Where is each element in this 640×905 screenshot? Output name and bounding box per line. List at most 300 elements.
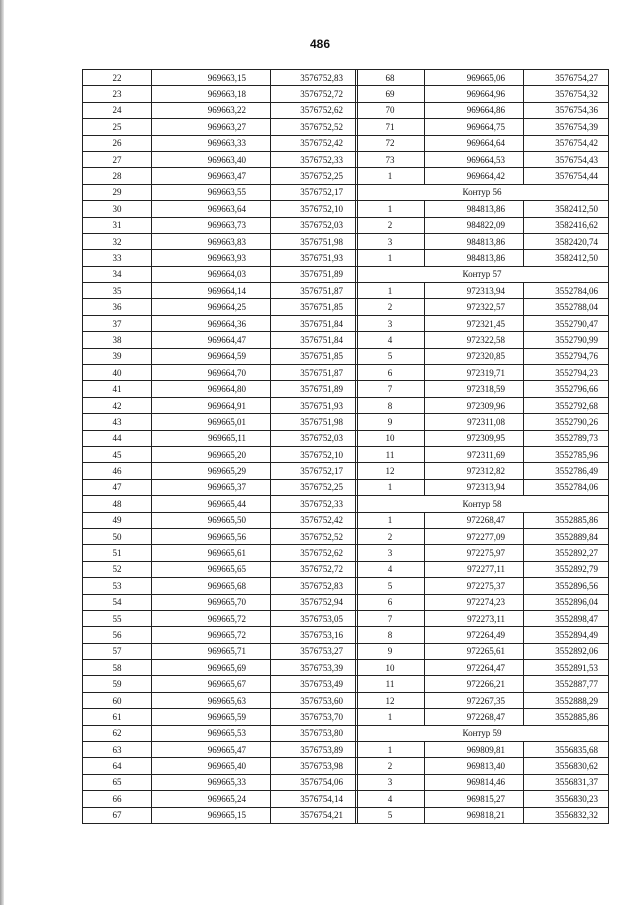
y-coordinate-cell: 3576754,44 <box>524 168 609 184</box>
table-row <box>83 545 358 561</box>
coordinates-table-left <box>82 69 358 824</box>
table-row <box>356 594 609 610</box>
point-number-cell: 12 <box>356 692 425 708</box>
x-coordinate-cell: 969665,72 <box>152 627 271 643</box>
y-coordinate-cell: 3582412,50 <box>524 250 609 266</box>
y-coordinate-cell: 3582416,62 <box>524 217 609 233</box>
x-coordinate-cell: 969663,93 <box>152 250 271 266</box>
point-number-cell: 70 <box>356 102 425 118</box>
point-number-cell: 65 <box>83 774 152 790</box>
y-coordinate-cell: 3552885,86 <box>524 512 609 528</box>
y-coordinate-cell: 3576752,33 <box>271 496 358 512</box>
y-coordinate-cell: 3576754,06 <box>271 774 358 790</box>
x-coordinate-cell: 969815,27 <box>425 791 524 807</box>
y-coordinate-cell: 3576752,03 <box>271 217 358 233</box>
x-coordinate-cell: 969665,01 <box>152 414 271 430</box>
point-number-cell: 12 <box>356 463 425 479</box>
x-coordinate-cell: 972312,82 <box>425 463 524 479</box>
point-number-cell: 39 <box>83 348 152 364</box>
point-number-cell: 24 <box>83 102 152 118</box>
point-number-cell: 56 <box>83 627 152 643</box>
point-number-cell: 46 <box>83 463 152 479</box>
x-coordinate-cell: 972264,49 <box>425 627 524 643</box>
y-coordinate-cell: 3576752,72 <box>271 561 358 577</box>
x-coordinate-cell: 969813,40 <box>425 758 524 774</box>
y-coordinate-cell: 3582420,74 <box>524 233 609 249</box>
y-coordinate-cell: 3576754,32 <box>524 86 609 102</box>
table-row <box>356 676 609 692</box>
table-row <box>83 610 358 626</box>
table-row <box>356 742 609 758</box>
x-coordinate-cell: 969664,47 <box>152 332 271 348</box>
x-coordinate-cell: 969665,56 <box>152 528 271 544</box>
table-row <box>356 446 609 462</box>
x-coordinate-cell: 972266,21 <box>425 676 524 692</box>
table-row <box>356 561 609 577</box>
table-row <box>83 233 358 249</box>
x-coordinate-cell: 969665,40 <box>152 758 271 774</box>
y-coordinate-cell: 3576753,89 <box>271 742 358 758</box>
point-number-cell: 36 <box>83 299 152 315</box>
table-row <box>356 135 609 151</box>
y-coordinate-cell: 3552784,06 <box>524 479 609 495</box>
y-coordinate-cell: 3552790,99 <box>524 332 609 348</box>
x-coordinate-cell: 972268,47 <box>425 512 524 528</box>
point-number-cell: 51 <box>83 545 152 561</box>
point-number-cell: 48 <box>83 496 152 512</box>
table-row <box>356 119 609 135</box>
y-coordinate-cell: 3576752,52 <box>271 119 358 135</box>
point-number-cell: 47 <box>83 479 152 495</box>
point-number-cell: 11 <box>356 676 425 692</box>
x-coordinate-cell: 969664,14 <box>152 283 271 299</box>
point-number-cell: 1 <box>356 479 425 495</box>
table-row <box>83 397 358 413</box>
point-number-cell: 10 <box>356 430 425 446</box>
table-row <box>83 643 358 659</box>
point-number-cell: 52 <box>83 561 152 577</box>
table-row <box>83 283 358 299</box>
y-coordinate-cell: 3576753,80 <box>271 725 358 741</box>
y-coordinate-cell: 3576753,16 <box>271 627 358 643</box>
x-coordinate-cell: 969665,47 <box>152 742 271 758</box>
y-coordinate-cell: 3576753,05 <box>271 610 358 626</box>
contour-header-label: Контур 58 <box>356 496 609 512</box>
point-number-cell: 3 <box>356 315 425 331</box>
y-coordinate-cell: 3552892,79 <box>524 561 609 577</box>
x-coordinate-cell: 969663,18 <box>152 86 271 102</box>
x-coordinate-cell: 972265,61 <box>425 643 524 659</box>
table-row <box>83 463 358 479</box>
x-coordinate-cell: 969664,75 <box>425 119 524 135</box>
y-coordinate-cell: 3556831,37 <box>524 774 609 790</box>
y-coordinate-cell: 3576753,70 <box>271 709 358 725</box>
table-row <box>356 381 609 397</box>
table-row <box>356 578 609 594</box>
table-row <box>356 348 609 364</box>
y-coordinate-cell: 3576754,14 <box>271 791 358 807</box>
table-row <box>83 758 358 774</box>
y-coordinate-cell: 3552789,73 <box>524 430 609 446</box>
y-coordinate-cell: 3552785,96 <box>524 446 609 462</box>
table-row <box>356 283 609 299</box>
table-row <box>83 381 358 397</box>
y-coordinate-cell: 3552898,47 <box>524 610 609 626</box>
x-coordinate-cell: 984813,86 <box>425 233 524 249</box>
table-row <box>83 217 358 233</box>
point-number-cell: 10 <box>356 660 425 676</box>
y-coordinate-cell: 3552889,84 <box>524 528 609 544</box>
point-number-cell: 57 <box>83 643 152 659</box>
y-coordinate-cell: 3552790,47 <box>524 315 609 331</box>
point-number-cell: 5 <box>356 348 425 364</box>
table-row <box>356 692 609 708</box>
y-coordinate-cell: 3576752,42 <box>271 135 358 151</box>
x-coordinate-cell: 969663,22 <box>152 102 271 118</box>
y-coordinate-cell: 3556835,68 <box>524 742 609 758</box>
table-row <box>356 758 609 774</box>
point-number-cell: 42 <box>83 397 152 413</box>
y-coordinate-cell: 3576753,39 <box>271 660 358 676</box>
x-coordinate-cell: 969663,83 <box>152 233 271 249</box>
point-number-cell: 1 <box>356 512 425 528</box>
contour-header-row <box>356 496 609 512</box>
x-coordinate-cell: 969663,73 <box>152 217 271 233</box>
x-coordinate-cell: 969665,70 <box>152 594 271 610</box>
point-number-cell: 4 <box>356 561 425 577</box>
x-coordinate-cell: 984813,86 <box>425 250 524 266</box>
point-number-cell: 1 <box>356 283 425 299</box>
point-number-cell: 3 <box>356 233 425 249</box>
y-coordinate-cell: 3552885,86 <box>524 709 609 725</box>
point-number-cell: 3 <box>356 545 425 561</box>
x-coordinate-cell: 969665,67 <box>152 676 271 692</box>
x-coordinate-cell: 972275,97 <box>425 545 524 561</box>
x-coordinate-cell: 972264,47 <box>425 660 524 676</box>
table-row <box>83 135 358 151</box>
y-coordinate-cell: 3552794,23 <box>524 365 609 381</box>
point-number-cell: 41 <box>83 381 152 397</box>
point-number-cell: 68 <box>356 70 425 86</box>
y-coordinate-cell: 3552790,26 <box>524 414 609 430</box>
table-row <box>356 201 609 217</box>
table-row <box>356 168 609 184</box>
point-number-cell: 54 <box>83 594 152 610</box>
y-coordinate-cell: 3576754,36 <box>524 102 609 118</box>
y-coordinate-cell: 3576752,42 <box>271 512 358 528</box>
y-coordinate-cell: 3576751,89 <box>271 266 358 282</box>
x-coordinate-cell: 972267,35 <box>425 692 524 708</box>
x-coordinate-cell: 972322,58 <box>425 332 524 348</box>
y-coordinate-cell: 3552892,27 <box>524 545 609 561</box>
x-coordinate-cell: 969664,64 <box>425 135 524 151</box>
point-number-cell: 1 <box>356 168 425 184</box>
x-coordinate-cell: 969664,96 <box>425 86 524 102</box>
table-row <box>356 479 609 495</box>
contour-header-row <box>356 266 609 282</box>
table-row <box>83 201 358 217</box>
point-number-cell: 1 <box>356 742 425 758</box>
table-row <box>356 463 609 479</box>
table-row <box>83 119 358 135</box>
point-number-cell: 6 <box>356 594 425 610</box>
x-coordinate-cell: 969665,15 <box>152 807 271 823</box>
y-coordinate-cell: 3576752,52 <box>271 528 358 544</box>
y-coordinate-cell: 3576753,49 <box>271 676 358 692</box>
x-coordinate-cell: 984822,09 <box>425 217 524 233</box>
point-number-cell: 2 <box>356 758 425 774</box>
x-coordinate-cell: 969665,61 <box>152 545 271 561</box>
point-number-cell: 33 <box>83 250 152 266</box>
table-row <box>83 774 358 790</box>
y-coordinate-cell: 3576752,72 <box>271 86 358 102</box>
point-number-cell: 53 <box>83 578 152 594</box>
y-coordinate-cell: 3552788,04 <box>524 299 609 315</box>
point-number-cell: 45 <box>83 446 152 462</box>
point-number-cell: 63 <box>83 742 152 758</box>
point-number-cell: 8 <box>356 627 425 643</box>
x-coordinate-cell: 972313,94 <box>425 479 524 495</box>
y-coordinate-cell: 3576752,10 <box>271 446 358 462</box>
x-coordinate-cell: 972309,96 <box>425 397 524 413</box>
table-row <box>83 709 358 725</box>
table-row <box>83 660 358 676</box>
table-row <box>356 233 609 249</box>
point-number-cell: 35 <box>83 283 152 299</box>
table-row <box>356 365 609 381</box>
point-number-cell: 69 <box>356 86 425 102</box>
contour-header-label: Контур 59 <box>356 725 609 741</box>
point-number-cell: 30 <box>83 201 152 217</box>
table-row <box>356 512 609 528</box>
point-number-cell: 11 <box>356 446 425 462</box>
y-coordinate-cell: 3552786,49 <box>524 463 609 479</box>
table-row <box>356 414 609 430</box>
point-number-cell: 5 <box>356 578 425 594</box>
x-coordinate-cell: 972309,95 <box>425 430 524 446</box>
x-coordinate-cell: 969665,29 <box>152 463 271 479</box>
table-row <box>83 86 358 102</box>
table-row <box>83 70 358 86</box>
scan-edge-shadow <box>0 0 4 905</box>
point-number-cell: 23 <box>83 86 152 102</box>
point-number-cell: 55 <box>83 610 152 626</box>
y-coordinate-cell: 3576752,94 <box>271 594 358 610</box>
table-row <box>83 676 358 692</box>
y-coordinate-cell: 3552888,29 <box>524 692 609 708</box>
x-coordinate-cell: 969665,59 <box>152 709 271 725</box>
table-row <box>356 528 609 544</box>
point-number-cell: 64 <box>83 758 152 774</box>
table-row <box>356 610 609 626</box>
y-coordinate-cell: 3576751,87 <box>271 365 358 381</box>
table-row <box>83 725 358 741</box>
table-row <box>83 184 358 200</box>
table-row <box>83 791 358 807</box>
point-number-cell: 31 <box>83 217 152 233</box>
x-coordinate-cell: 969665,50 <box>152 512 271 528</box>
x-coordinate-cell: 969665,69 <box>152 660 271 676</box>
table-row <box>356 807 609 823</box>
x-coordinate-cell: 972313,94 <box>425 283 524 299</box>
x-coordinate-cell: 972311,08 <box>425 414 524 430</box>
x-coordinate-cell: 984813,86 <box>425 201 524 217</box>
point-number-cell: 9 <box>356 643 425 659</box>
point-number-cell: 2 <box>356 528 425 544</box>
y-coordinate-cell: 3576752,17 <box>271 184 358 200</box>
x-coordinate-cell: 969665,68 <box>152 578 271 594</box>
table-row <box>83 151 358 167</box>
y-coordinate-cell: 3552894,49 <box>524 627 609 643</box>
point-number-cell: 25 <box>83 119 152 135</box>
point-number-cell: 49 <box>83 512 152 528</box>
table-row <box>356 250 609 266</box>
table-row <box>83 807 358 823</box>
x-coordinate-cell: 969664,03 <box>152 266 271 282</box>
coordinates-table-right-body <box>356 70 609 824</box>
y-coordinate-cell: 3556832,32 <box>524 807 609 823</box>
y-coordinate-cell: 3576752,10 <box>271 201 358 217</box>
x-coordinate-cell: 969665,33 <box>152 774 271 790</box>
x-coordinate-cell: 969664,80 <box>152 381 271 397</box>
table-row <box>356 545 609 561</box>
y-coordinate-cell: 3576751,98 <box>271 414 358 430</box>
point-number-cell: 4 <box>356 791 425 807</box>
point-number-cell: 4 <box>356 332 425 348</box>
contour-header-row <box>356 184 609 200</box>
x-coordinate-cell: 972274,23 <box>425 594 524 610</box>
table-row <box>83 332 358 348</box>
x-coordinate-cell: 969818,21 <box>425 807 524 823</box>
table-row <box>83 299 358 315</box>
table-row <box>356 660 609 676</box>
table-row <box>356 709 609 725</box>
x-coordinate-cell: 969665,20 <box>152 446 271 462</box>
y-coordinate-cell: 3576754,43 <box>524 151 609 167</box>
point-number-cell: 29 <box>83 184 152 200</box>
x-coordinate-cell: 972311,69 <box>425 446 524 462</box>
table-row <box>356 70 609 86</box>
table-row <box>356 397 609 413</box>
y-coordinate-cell: 3576751,85 <box>271 299 358 315</box>
point-number-cell: 72 <box>356 135 425 151</box>
x-coordinate-cell: 972273,11 <box>425 610 524 626</box>
y-coordinate-cell: 3552896,04 <box>524 594 609 610</box>
table-row <box>83 266 358 282</box>
table-row <box>83 315 358 331</box>
x-coordinate-cell: 969664,70 <box>152 365 271 381</box>
y-coordinate-cell: 3576752,17 <box>271 463 358 479</box>
x-coordinate-cell: 969665,24 <box>152 791 271 807</box>
table-row <box>83 430 358 446</box>
y-coordinate-cell: 3556830,23 <box>524 791 609 807</box>
x-coordinate-cell: 972318,59 <box>425 381 524 397</box>
table-row <box>83 250 358 266</box>
y-coordinate-cell: 3576753,27 <box>271 643 358 659</box>
table-row <box>356 774 609 790</box>
point-number-cell: 32 <box>83 233 152 249</box>
point-number-cell: 37 <box>83 315 152 331</box>
y-coordinate-cell: 3576752,83 <box>271 578 358 594</box>
y-coordinate-cell: 3576754,39 <box>524 119 609 135</box>
x-coordinate-cell: 969663,55 <box>152 184 271 200</box>
y-coordinate-cell: 3576751,84 <box>271 332 358 348</box>
point-number-cell: 28 <box>83 168 152 184</box>
x-coordinate-cell: 972321,45 <box>425 315 524 331</box>
table-row <box>83 446 358 462</box>
y-coordinate-cell: 3552792,68 <box>524 397 609 413</box>
y-coordinate-cell: 3576752,25 <box>271 479 358 495</box>
y-coordinate-cell: 3576751,85 <box>271 348 358 364</box>
contour-header-label: Контур 56 <box>356 184 609 200</box>
point-number-cell: 2 <box>356 299 425 315</box>
y-coordinate-cell: 3576752,33 <box>271 151 358 167</box>
coordinates-table-right <box>355 69 609 824</box>
x-coordinate-cell: 972275,37 <box>425 578 524 594</box>
point-number-cell: 1 <box>356 250 425 266</box>
x-coordinate-cell: 972268,47 <box>425 709 524 725</box>
point-number-cell: 9 <box>356 414 425 430</box>
x-coordinate-cell: 972277,09 <box>425 528 524 544</box>
y-coordinate-cell: 3582412,50 <box>524 201 609 217</box>
point-number-cell: 1 <box>356 709 425 725</box>
table-row <box>83 742 358 758</box>
y-coordinate-cell: 3576751,87 <box>271 283 358 299</box>
point-number-cell: 60 <box>83 692 152 708</box>
table-row <box>83 365 358 381</box>
point-number-cell: 62 <box>83 725 152 741</box>
point-number-cell: 67 <box>83 807 152 823</box>
y-coordinate-cell: 3576751,98 <box>271 233 358 249</box>
x-coordinate-cell: 969664,91 <box>152 397 271 413</box>
point-number-cell: 26 <box>83 135 152 151</box>
y-coordinate-cell: 3576751,84 <box>271 315 358 331</box>
x-coordinate-cell: 969665,44 <box>152 496 271 512</box>
coordinates-table-left-body <box>83 70 358 824</box>
point-number-cell: 8 <box>356 397 425 413</box>
y-coordinate-cell: 3576751,89 <box>271 381 358 397</box>
x-coordinate-cell: 969665,53 <box>152 725 271 741</box>
y-coordinate-cell: 3576752,62 <box>271 545 358 561</box>
point-number-cell: 1 <box>356 201 425 217</box>
x-coordinate-cell: 969663,33 <box>152 135 271 151</box>
point-number-cell: 7 <box>356 610 425 626</box>
x-coordinate-cell: 969664,25 <box>152 299 271 315</box>
table-row <box>356 643 609 659</box>
table-row <box>356 151 609 167</box>
y-coordinate-cell: 3576752,25 <box>271 168 358 184</box>
table-row <box>356 102 609 118</box>
point-number-cell: 44 <box>83 430 152 446</box>
y-coordinate-cell: 3576754,27 <box>524 70 609 86</box>
x-coordinate-cell: 972320,85 <box>425 348 524 364</box>
x-coordinate-cell: 969665,11 <box>152 430 271 446</box>
contour-header-label: Контур 57 <box>356 266 609 282</box>
x-coordinate-cell: 969663,47 <box>152 168 271 184</box>
point-number-cell: 38 <box>83 332 152 348</box>
point-number-cell: 40 <box>83 365 152 381</box>
point-number-cell: 6 <box>356 365 425 381</box>
table-row <box>83 479 358 495</box>
y-coordinate-cell: 3552784,06 <box>524 283 609 299</box>
y-coordinate-cell: 3576754,42 <box>524 135 609 151</box>
table-row <box>83 512 358 528</box>
point-number-cell: 27 <box>83 151 152 167</box>
y-coordinate-cell: 3576752,03 <box>271 430 358 446</box>
y-coordinate-cell: 3552796,66 <box>524 381 609 397</box>
y-coordinate-cell: 3552892,06 <box>524 643 609 659</box>
table-row <box>83 578 358 594</box>
